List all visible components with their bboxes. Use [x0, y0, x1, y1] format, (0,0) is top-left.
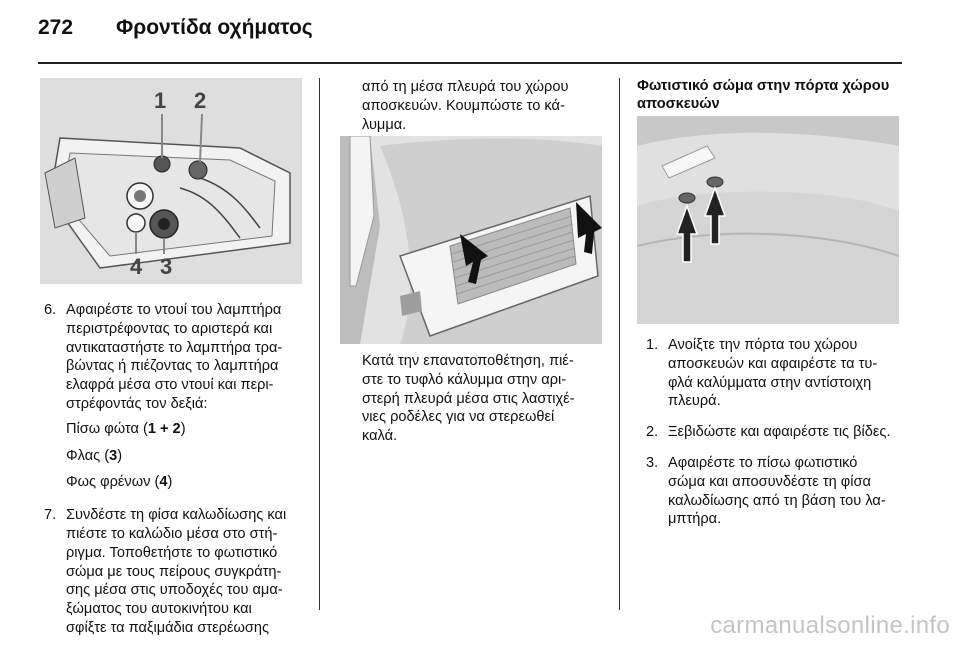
- text-line: μπτήρα.: [668, 511, 722, 528]
- watermark: carmanualsonline.info: [710, 612, 950, 639]
- middle-column-bottom-text: [362, 352, 607, 446]
- step-number: 6.: [44, 302, 57, 318]
- trunk-cover-figure: [340, 136, 602, 344]
- text-line: Συνδέστε τη φίσα καλωδίωσης και: [66, 507, 287, 524]
- text-line: Ξεβιδώστε και αφαιρέστε τις βίδες.: [668, 424, 891, 441]
- left-column-text: [44, 301, 316, 650]
- text-line: από τη μέσα πλευρά του χώρου: [362, 79, 569, 95]
- callout-3: 3: [160, 254, 173, 279]
- text-line: ριγμα. Τοποθετήστε το φωτιστικό: [66, 544, 278, 561]
- column-divider-left: [319, 78, 320, 610]
- text-line: νιες ροδέλες για να στερεωθεί: [362, 409, 555, 426]
- text-line: αποσκευών και αφαιρέστε τα τυ-: [668, 355, 878, 372]
- callout-1: 1: [154, 88, 167, 113]
- text-line: καλά.: [362, 428, 398, 445]
- step-7: [44, 506, 316, 644]
- text-line: σης μέσα στις υποδοχές του αμα-: [66, 582, 283, 599]
- text-line: αποσκευών. Κουμπώστε το κά-: [362, 97, 565, 114]
- header-rule: [38, 62, 902, 64]
- tailgate-lamp-figure: [637, 116, 899, 324]
- text-line: Αφαιρέστε το πίσω φωτιστικό: [668, 454, 858, 471]
- step-number: 7.: [44, 507, 57, 524]
- text-line: φλά καλύμματα στην αντίστοιχη: [668, 374, 872, 391]
- text-line: βώντας ή πιέζοντας το λαμπτήρα: [66, 358, 279, 375]
- bulb-item-turn: Φλας (3): [66, 447, 123, 464]
- tailgate-step-3: [646, 454, 908, 535]
- text-line: στερή πλευρά μέσα στις λαστιχέ-: [362, 390, 575, 407]
- text-line: ξώματος του αυτοκινήτου και: [66, 601, 252, 618]
- text-line: σώμα με τους πείρους συγκράτη-: [66, 563, 282, 580]
- trunk-cover-illustration: [340, 136, 602, 344]
- text-line: περιστρέφοντας το αριστερά και: [66, 320, 273, 337]
- page-title: Φροντίδα οχήματος: [116, 16, 313, 39]
- text-line: καλωδίωσης από τη βάση του λα-: [668, 492, 886, 509]
- column-divider-right: [619, 78, 620, 610]
- text-line: στρέφοντάς τον δεξιά:: [66, 395, 208, 412]
- text-line: ελαφρά μέσα στο ντουί και περι-: [66, 377, 274, 394]
- text-line: στε το τυφλό κάλυμμα στην αρι-: [362, 371, 567, 388]
- step-number: 2.: [646, 424, 659, 441]
- text-line: λυμμα.: [362, 116, 407, 133]
- callout-2: 2: [194, 88, 207, 113]
- text-line: Κατά την επανατοποθέτηση, πιέ-: [362, 353, 574, 369]
- text-line: πλευρά.: [668, 393, 721, 410]
- callout-4: 4: [130, 254, 143, 279]
- tail-lamp-figure: [40, 78, 302, 284]
- text-line: σώμα και αποσυνδέστε τη φίσα: [668, 473, 871, 490]
- page-number: 272: [38, 16, 74, 39]
- section-heading: Φωτιστικό σώμα στην πόρτα χώρου αποσκευών: [637, 78, 890, 112]
- tailgate-step-2: [646, 423, 908, 448]
- step-6: [44, 301, 316, 500]
- step-number: 1.: [646, 337, 659, 353]
- tail-lamp-illustration: [40, 78, 302, 284]
- middle-column-top-text: [362, 78, 607, 134]
- text-line: Ανοίξτε την πόρτα του χώρου: [668, 337, 858, 353]
- text-line: Αφαιρέστε το ντουί του λαμπτήρα: [66, 302, 282, 318]
- text-line: σφίξτε τα παξιμάδια στερέωσης: [66, 619, 270, 636]
- text-line: αντικαταστήστε το λαμπτήρα τρα-: [66, 339, 283, 356]
- step-number: 3.: [646, 454, 659, 471]
- right-column-steps: [646, 336, 908, 541]
- bulb-item-brake: Φως φρένων (4): [66, 474, 173, 491]
- bulb-item-tail: Πίσω φώτα (1 + 2): [66, 420, 186, 437]
- tailgate-lamp-illustration: [637, 116, 899, 324]
- text-line: πιέστε το καλώδιο μέσα στο στή-: [66, 525, 278, 542]
- tailgate-step-1: [646, 336, 908, 417]
